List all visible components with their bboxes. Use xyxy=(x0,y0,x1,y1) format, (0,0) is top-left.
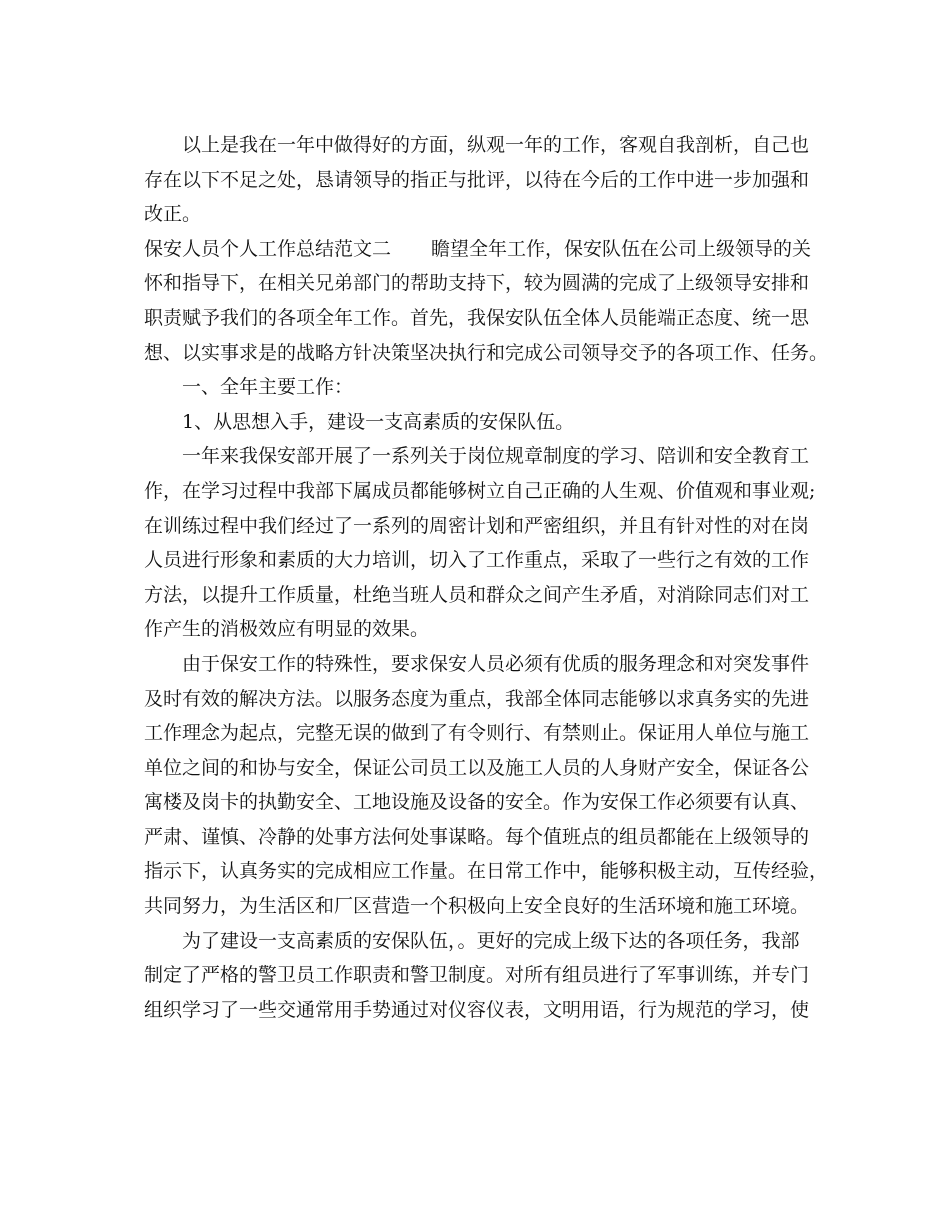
text-line: 瞻望全年工作，保安队伍在公司上级领导的关 xyxy=(431,237,812,260)
text-line: 在训练过程中我们经过了一系列的周密计划和严密组织，并且有针对性的对在岗 xyxy=(144,514,810,537)
text-line: 作，在学习过程中我部下属成员都能够树立自己正确的人生观、价值观和事业观; xyxy=(144,479,816,502)
text-line: 以上是我在一年中做得好的方面，纵观一年的工作，客观自我剖析，自己也 xyxy=(182,134,810,156)
subheading-line: 1、从思想入手，建设一支高素质的安保队伍。 xyxy=(182,410,575,433)
text-line: 指示下，认真务实的完成相应工作量。在日常工作中，能够积极主动，互传经验， xyxy=(144,860,829,883)
text-line: 怀和指导下，在相关兄弟部门的帮助支持下，较为圆满的完成了上级领导安排和 xyxy=(144,272,810,295)
text-line: 工作理念为起点，完整无误的做到了有令则行、有禁则止。保证用人单位与施工 xyxy=(144,722,810,745)
text-line: 作产生的消极效应有明显的效果。 xyxy=(144,618,430,641)
text-line: 组织学习了一些交通常用手势通过对仪容仪表，文明用语，行为规范的学习，使 xyxy=(144,998,810,1021)
text-line: 寓楼及岗卡的执勤安全、工地设施及设备的安全。作为安保工作必须要有认真、 xyxy=(144,791,810,814)
text-line: 共同努力，为生活区和厂区营造一个积极向上安全良好的生活环境和施工环境。 xyxy=(144,895,810,918)
text-line: 职责赋予我们的各项全年工作。首先，我保安队伍全体人员能端正态度、统一思 xyxy=(144,306,810,329)
text-line: 存在以下不足之处，恳请领导的指正与批评，以待在今后的工作中进一步加强和 xyxy=(144,168,810,191)
text-line: 一年来我保安部开展了一系列关于岗位规章制度的学习、陪训和安全教育工 xyxy=(182,445,810,468)
text-line: 制定了严格的警卫员工作职责和警卫制度。对所有组员进行了军事训练，并专门 xyxy=(144,964,810,987)
text-line: 为了建设一支高素质的安保队伍，。更好的完成上级下达的各项任务，我部 xyxy=(182,929,800,952)
text-line: 方法，以提升工作质量，杜绝当班人员和群众之间产生矛盾，对消除同志们对工 xyxy=(144,583,810,606)
text-line: 人员进行形象和素质的大力培训，切入了工作重点，采取了一些行之有效的工作 xyxy=(144,549,810,572)
document-body xyxy=(144,128,829,1027)
text-line: 改正。 xyxy=(144,203,202,226)
text-line: 单位之间的和协与安全，保证公司员工以及施工人员的人身财产安全，保证各公 xyxy=(144,756,810,779)
text-line: 由于保安工作的特殊性，要求保安人员必须有优质的服务理念和对突发事件 xyxy=(182,652,810,675)
heading-line: 一、全年主要工作： xyxy=(182,376,354,399)
text-line: 想、以实事求是的战略方针决策坚决执行和完成公司领导交予的各项工作、任务。 xyxy=(144,341,829,364)
text-line: 严肃、谨慎、冷静的处事方法何处事谋略。每个值班点的组员都能在上级领导的 xyxy=(144,825,810,848)
text-line: 及时有效的解决方法。以服务态度为重点，我部全体同志能够以求真务实的先进 xyxy=(144,687,810,710)
section-title: 保安人员个人工作总结范文二 xyxy=(144,237,392,260)
section-title-line xyxy=(144,232,812,267)
